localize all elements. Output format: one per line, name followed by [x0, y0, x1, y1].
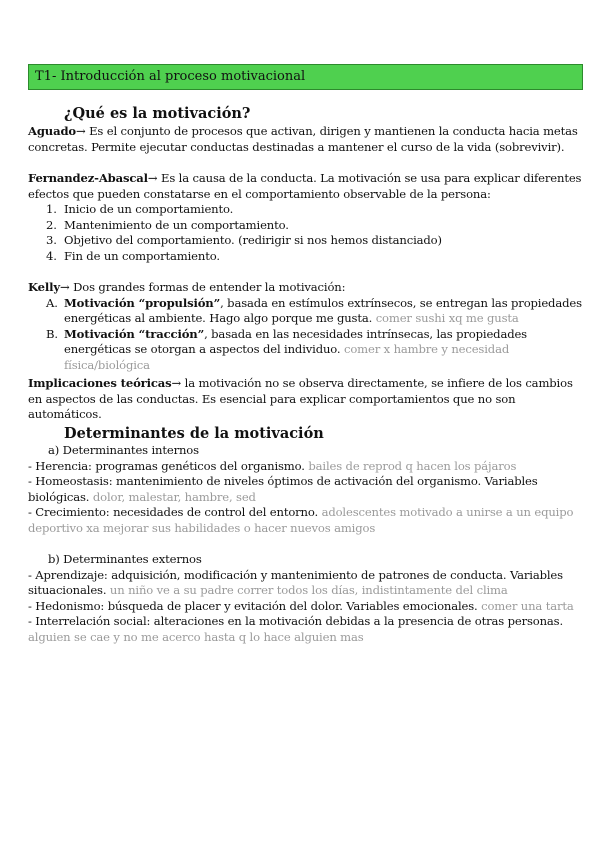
section-externos — [28, 552, 583, 646]
list-item: A. Motivación “propulsión”, basada en estímulos extrínsecos, se entregan las propiedades energéticas al ambiente. Hago algo porque me gusta. comer sushi xq me gusta — [46, 295, 582, 326]
list-item: - Herencia: programas genéticos del organismo. bailes de reprod q hacen los pájaros — [28, 458, 517, 473]
heading-que-es-motivacion: ¿Qué es la motivación? — [64, 105, 251, 122]
annotation-note: comer sushi xq me gusta — [372, 311, 519, 326]
annotation-note: comer x hambre y necesidad física/biológica — [64, 342, 510, 372]
implicaciones-label: Implicaciones teóricas — [28, 376, 172, 390]
author-kelly: Kelly — [28, 280, 60, 294]
implicaciones-text: la motivación no se observa directamente, se infiere de los cambios en aspectos de las conductas. Es esencial para explicar comportamientos que no son automáticos. — [28, 376, 573, 422]
arrow-icon: → — [75, 124, 86, 138]
section-internos — [28, 443, 583, 537]
fernandez-text: Es la causa de la conducta. La motivación se usa para explicar diferentes efectos que pueden constatarse en el comportamiento observable de la persona: — [28, 171, 582, 201]
annotation-note: dolor, malestar, hambre, sed — [89, 489, 256, 504]
author-aguado: Aguado — [28, 124, 76, 138]
list-item: 4. Fin de un comportamiento. — [46, 248, 220, 263]
heading-determinantes: Determinantes de la motivación — [64, 425, 324, 442]
list-item: B. Motivación “tracción”, basada en las necesidades intrínsecas, las propiedades energéticas se otorgan a aspectos del individuo. comer x hambre y necesidad física/biológica — [46, 326, 527, 372]
author-fernandez-abascal: Fernandez-Abascal — [28, 171, 148, 185]
arrow-icon: → — [60, 280, 70, 294]
list-item: - Aprendizaje: adquisición, modificación y mantenimiento de patrones de conducta. Variables situacionales. un niño ve a su padre correr todos los días, indistintamente del clima — [28, 567, 563, 598]
list-item: 1. Inicio de un comportamiento. — [46, 202, 234, 217]
arrow-icon: → — [171, 376, 182, 390]
list-item: - Hedonismo: búsqueda de placer y evitación del dolor. Variables emocionales. comer una tarta — [28, 598, 574, 613]
aguado-text: Es el conjunto de procesos que activan, dirigen y mantienen la conducta hacia metas concretas. Permite ejecutar conductas destinadas a mantener el curso de la vida (sobrevivir). — [28, 124, 578, 154]
list-item: 3. Objetivo del comportamiento. (redirigir si nos hemos distanciado) — [46, 233, 442, 248]
arrow-icon: → — [147, 171, 158, 185]
subheading-internos: a) Determinantes internos — [48, 443, 199, 457]
annotation-note: un niño ve a su padre correr todos los días, indistintamente del clima — [106, 583, 508, 598]
paragraph-aguado — [28, 124, 583, 155]
list-item: - Crecimiento: necesidades de control del entorno. adolescentes motivado a unirse a un equipo deportivo xa mejorar sus habilidades o hacer nuevos amigos — [28, 505, 574, 535]
annotation-note: bailes de reprod q hacen los pájaros — [304, 458, 517, 473]
paragraph-kelly — [28, 280, 583, 374]
list-item: 2. Mantenimiento de un comportamiento. — [46, 217, 289, 232]
subheading-externos: b) Determinantes externos — [48, 552, 202, 566]
paragraph-implicaciones — [28, 376, 583, 423]
list-item: - Interrelación social: alteraciones en la motivación debidas a la presencia de otras personas. alguien se cae y no me acerco hasta q lo hace alguien mas — [28, 614, 564, 644]
annotation-note: alguien se cae y no me acerco hasta q lo hace alguien mas — [28, 629, 364, 644]
annotation-note: adolescentes motivado a unirse a un equipo deportivo xa mejorar sus habilidades o hacer nuevos amigos — [28, 505, 574, 535]
document-title: T1- Introducción al proceso motivacional — [28, 64, 583, 90]
kelly-text: Dos grandes formas de entender la motivación: — [69, 280, 346, 294]
annotation-note: comer una tarta — [477, 598, 574, 613]
paragraph-fernandez-abascal — [28, 171, 583, 265]
list-item: - Homeostasis: mantenimiento de niveles óptimos de activación del organismo. Variables biológicas. dolor, malestar, hambre, sed — [28, 474, 538, 504]
